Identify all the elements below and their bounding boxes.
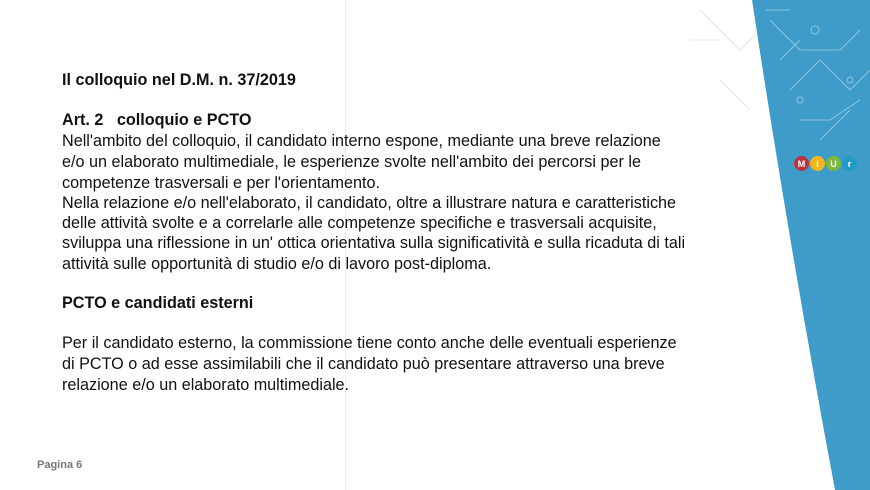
body-line: competenze trasversali e per l'orientamento.	[62, 174, 381, 192]
body-line: relazione e/o un elaborato multimediale.	[62, 376, 350, 394]
logo-letter: r	[842, 156, 857, 171]
section-heading: Art. 2 colloquio e PCTO	[62, 111, 252, 129]
body-line: delle attività svolte e a correlarle alle competenze specifiche e trasversali acquisite,	[62, 214, 657, 232]
logo-letter: M	[794, 156, 809, 171]
page-number: Pagina 6	[37, 459, 83, 471]
body-line: Nell'ambito del colloquio, il candidato interno espone, mediante una breve relazione	[62, 132, 661, 150]
logo-letter: U	[826, 156, 841, 171]
body-line: Nella relazione e/o nell'elaborato, il candidato, oltre a illustrare natura e caratteristiche	[62, 194, 677, 212]
miur-logo	[794, 156, 857, 171]
body-line: di PCTO o ad esse assimilabili che il candidato può presentare attraverso una breve	[62, 355, 665, 373]
body-line: e/o un elaborato multimediale, le esperienze svolte nell'ambito dei percorsi per le	[62, 153, 641, 171]
logo-letter: i	[810, 156, 825, 171]
slide-title: Il colloquio nel D.M. n. 37/2019	[62, 71, 296, 89]
body-line: sviluppa una riflessione in un' ottica orientativa sulla significatività e sulla ricaduta di tali	[62, 234, 686, 252]
body-line: Per il candidato esterno, la commissione tiene conto anche delle eventuali esperienze	[62, 334, 677, 352]
body-line: attività sulle opportunità di studio e/o di lavoro post-diploma.	[62, 255, 492, 273]
section-heading: PCTO e candidati esterni	[62, 294, 254, 312]
